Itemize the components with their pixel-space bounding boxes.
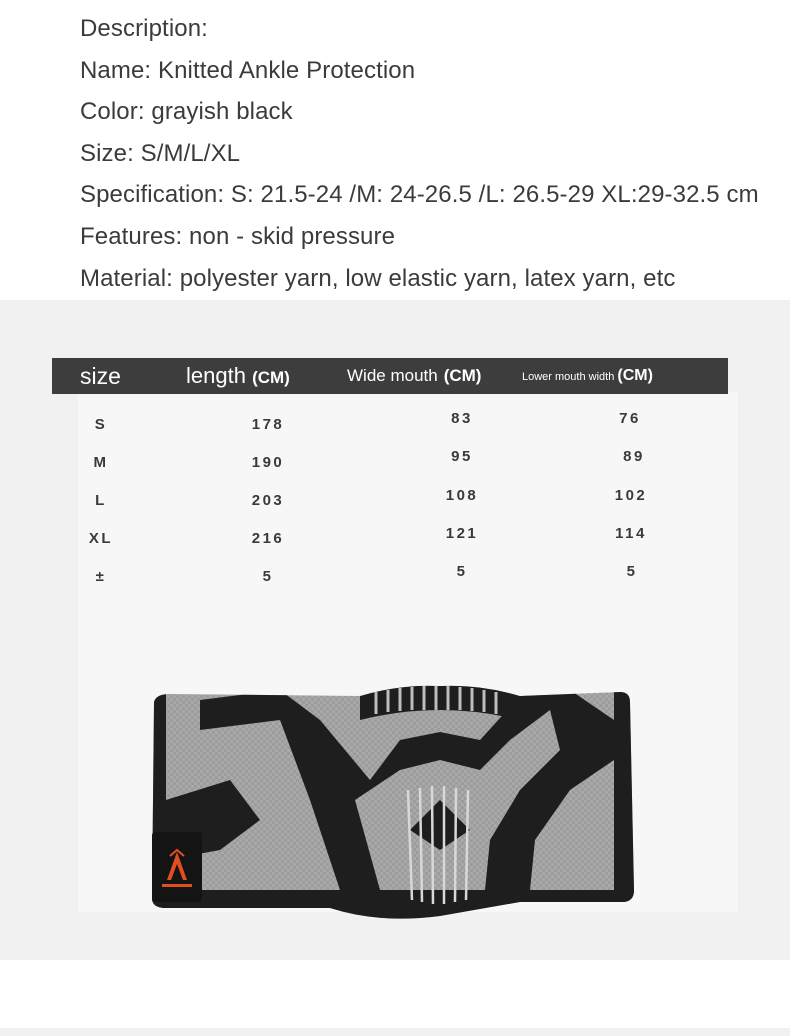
cell-lower-mouth: 5 xyxy=(626,563,638,580)
cell-length: 203 xyxy=(251,492,285,509)
header-size: size xyxy=(80,363,121,389)
cell-wide-mouth: 5 xyxy=(456,563,468,580)
cell-wide-mouth: 108 xyxy=(445,487,479,504)
bottom-strip xyxy=(0,1028,790,1036)
cell-length: 216 xyxy=(251,530,285,547)
cell-lower-mouth: 89 xyxy=(623,448,645,465)
size-table-header xyxy=(52,358,728,394)
brace-body xyxy=(140,680,660,930)
brand-label xyxy=(152,832,202,902)
cell-length: 5 xyxy=(262,568,274,585)
header-lower-mouth: Lower mouth width (CM) xyxy=(522,367,653,384)
description-size: Size: S/M/L/XL xyxy=(80,139,241,167)
cell-wide-mouth: 95 xyxy=(451,448,473,465)
product-description xyxy=(80,8,780,299)
description-heading: Description: xyxy=(80,15,208,42)
cell-length: 178 xyxy=(251,416,285,433)
header-length-unit: (CM) xyxy=(252,368,290,387)
description-material: Material: polyester yarn, low elastic yarn, latex yarn, etc xyxy=(80,264,676,292)
description-specification: Specification: S: 21.5-24 /M: 24-26.5 /L: 26.5-29 XL:29-32.5 cm xyxy=(80,181,759,209)
cell-lower-mouth: 76 xyxy=(619,410,641,427)
header-length: length (CM) xyxy=(186,363,290,388)
header-wide-mouth: Wide mouth (CM) xyxy=(347,366,482,385)
ankle-brace-image xyxy=(140,680,660,930)
description-name: Name: Knitted Ankle Protection xyxy=(80,56,416,84)
header-wide-mouth-unit: (CM) xyxy=(443,366,482,385)
cell-size: L xyxy=(95,492,107,509)
cell-size: S xyxy=(94,416,108,433)
cell-size: ± xyxy=(95,568,107,585)
cell-wide-mouth: 121 xyxy=(445,525,479,542)
cell-size: M xyxy=(93,454,109,471)
cell-lower-mouth: 102 xyxy=(614,487,648,504)
header-lower-mouth-unit: (CM) xyxy=(617,367,653,384)
cell-lower-mouth: 114 xyxy=(615,525,647,542)
cell-size: XL xyxy=(88,530,114,547)
description-features: Features: non - skid pressure xyxy=(80,222,396,250)
cell-wide-mouth: 83 xyxy=(451,410,473,427)
cell-length: 190 xyxy=(251,454,285,471)
description-color: Color: grayish black xyxy=(80,98,293,126)
